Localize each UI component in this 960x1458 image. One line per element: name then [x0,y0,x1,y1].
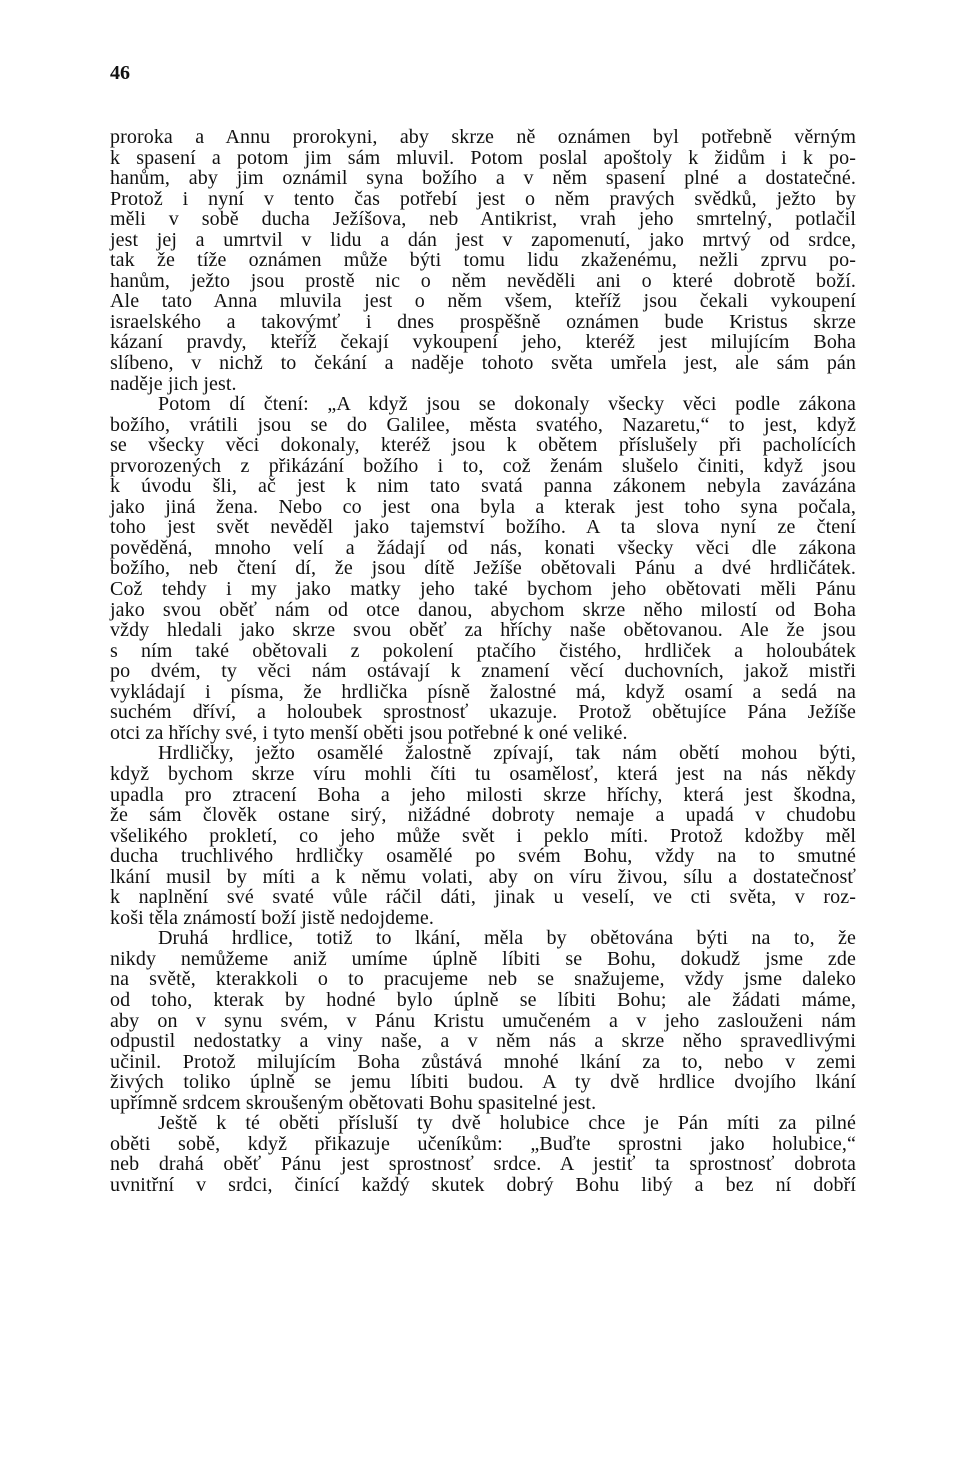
text-line: Ještě k té oběti přísluší ty dvě holubice chce je Pán míti za pilné [158,1112,856,1135]
text-line: israelského a takovýmť i dnes prospěšně oznámen bude Kristus skrze [110,310,856,333]
text-line: k úvodu šli, ač jest k nim tato svatá panna zákonem nebyla zavázána [110,475,856,498]
text-line: božího, vrátili jsou se do Galilee, města svatého, Nazaretu,“ to jest, když [110,413,856,436]
text-line: hanům, aby jim oznámil syna božího a v něm spasení plné a dostatečné. [110,167,856,190]
text-line: jako svou oběť nám od otce danou, abychom skrze něho milostí od Boha [110,598,856,621]
text-line: když bychom skrze víru mohli číti tu osamělosť, která jest na nás někdy [110,762,856,785]
text-line: nikdy nemůžeme aniž umíme úplně líbiti se Bohu, dokudž jsme zde [110,947,856,970]
text-line: Potom dí čtení: „A když jsou se dokonaly všecky věci podle zákona [158,393,856,416]
text-line: Hrdličky, ježto osamělé žalostně zpívají, tak nám obětí mohou býti, [158,742,856,765]
text-line: Druhá hrdlice, totiž to lkání, měla by obětována býti na to, že [158,927,856,950]
text-line: Což tehdy i my jako matky jeho také bychom jeho obětovati měli Pánu [110,578,856,601]
text-line: koši těla známostí boží jistě nedojdeme. [110,906,434,929]
text-line: prvorozených z přikázání božího i to, což ženám slušelo činiti, když jsou [110,454,856,477]
text-line: k naplnění své svaté vůle ráčil dáti, jinak u veselí, ve cti světa, v roz- [110,886,856,909]
text-line: Ale tato Anna mluvila jest o něm všem, kteříž jsou čekali vykoupení [110,290,856,313]
text-line: otci za hříchy své, i tyto menší oběti jsou potřebné k oné veliké. [110,721,628,744]
text-line: učinil. Protož milujícím Boha zůstává mnohé lkání za to, nebo v zemi [110,1050,856,1073]
body-text [110,127,856,1195]
text-line: naděje jich jest. [110,372,237,395]
text-line: hanům, ježto jsou prostě nic o něm nevěděli ani o které dobrotě boží. [110,269,856,292]
text-line: na světě, kterakkoli o to pracujeme neb se snažujeme, vždy jsme daleko [110,968,856,991]
text-line: suchém dříví, a holoubek sprostnosť ukazuje. Protož obětujíce Pána Ježíše [110,701,856,724]
text-line: kázaní pravdy, kteříž čekají vykoupení jeho, kteréž jest milujícím Boha [110,331,856,354]
text-line: uvnitřní v srdci, činící každý skutek dobrý Bohu libý a bez ní dobří [110,1173,856,1196]
text-line: se všecky věci dokonaly, kteréž jsou k obětem příslušely při pacholících [110,434,856,457]
text-line: od toho, kterak by hodné bylo úplně se líbiti Bohu; ale žádati máme, [110,988,856,1011]
page-number: 46 [110,62,130,84]
text-line: upadla pro ztracení Boha a jeho milosti skrze hříchy, která jest škodna, [110,783,856,806]
text-line: lkání musil by míti a k němu volati, aby on víru živou, sílu a dostatečnosť [110,865,856,888]
text-line: toho jest svět nevěděl jako tajemství božího. A ta slova nyní ze čtení [110,516,856,539]
text-line: oběti sobě, když přikazuje učeníkům: „Buďte sprostni jako holubice,“ [110,1132,856,1155]
text-line: božího, neb čtení dí, že jsou dítě Ježíše obětovali Pánu a dvé hrdličátek. [110,557,856,580]
text-line: upřímně srdcem skroušeným obětovati Bohu spasitelné jest. [110,1091,597,1114]
text-line: proroka a Annu prorokyni, aby skrze ně oznámen byl potřebně věrným [110,126,856,148]
text-line: neb drahá oběť Pánu jest sprostnosť srdce. A jestiť ta sprostnosť dobrota [110,1153,856,1176]
text-line: s ním také obětovali z pokolení ptačího čistého, hrdliček a holoubátek [110,639,856,662]
text-line: živých toliko úplně se jemu líbiti budou. A ty dvě hrdlice dvojího lkání [110,1071,856,1094]
text-line: slíbeno, v nichž to čekání a naděje tohoto světa umřela jest, ale sám pán [110,352,856,375]
text-line: vykládají i písma, že hrdlička písně žalostné má, když osamí a sedá na [110,680,856,703]
text-line: jako jiná žena. Nebo co jest ona byla a kterak jest toho syna počala, [110,495,856,518]
text-line: že sám člověk ostane sirý, nižádné dobroty nemaje a upadá v chudobu [110,804,856,827]
text-line: měli v sobě ducha Ježíšova, neb Antikrist, vrah jeho smrtelný, potlačil [110,208,856,231]
text-line: k spasení a potom jim sám mluvil. Potom poslal apoštoly k židům i k po- [110,146,856,169]
text-line: ducha truchlivého hrdličky osamělé po svém Bohu, vždy na to smutné [110,845,856,868]
text-line: vždy hledali jako skrze svou oběť za hříchy naše obětovanou. Ale že jsou [110,619,856,642]
text-line: jest jej a umrtvil v lidu a dán jest v zapomenutí, jako mrtvý od srdce, [110,228,856,251]
text-line: Protož i nyní v tento čas potřebí jest o něm pravých svědků, ježto by [110,187,856,210]
text-line: tak že tíže oznámen může býti tomu lidu zkaženému, nežli zprvu po- [110,249,856,272]
text-line: všelikého prokletí, co jeho může svět i peklo míti. Protož kdožby měl [110,824,856,847]
text-line: aby on v synu svém, v Pánu Kristu umučeném a v jeho zaslouženi nám [110,1009,856,1032]
text-line: pověděná, mnoho velí a žádají od nás, konati všecky věci dle zákona [110,536,856,559]
text-line: po dvém, ty věci nám ostávají k znamení věcí duchovních, jakož mistři [110,660,856,683]
text-line: odpustil nedostatky a viny naše, a v něm nás a skrze něho spravedlivými [110,1030,856,1053]
